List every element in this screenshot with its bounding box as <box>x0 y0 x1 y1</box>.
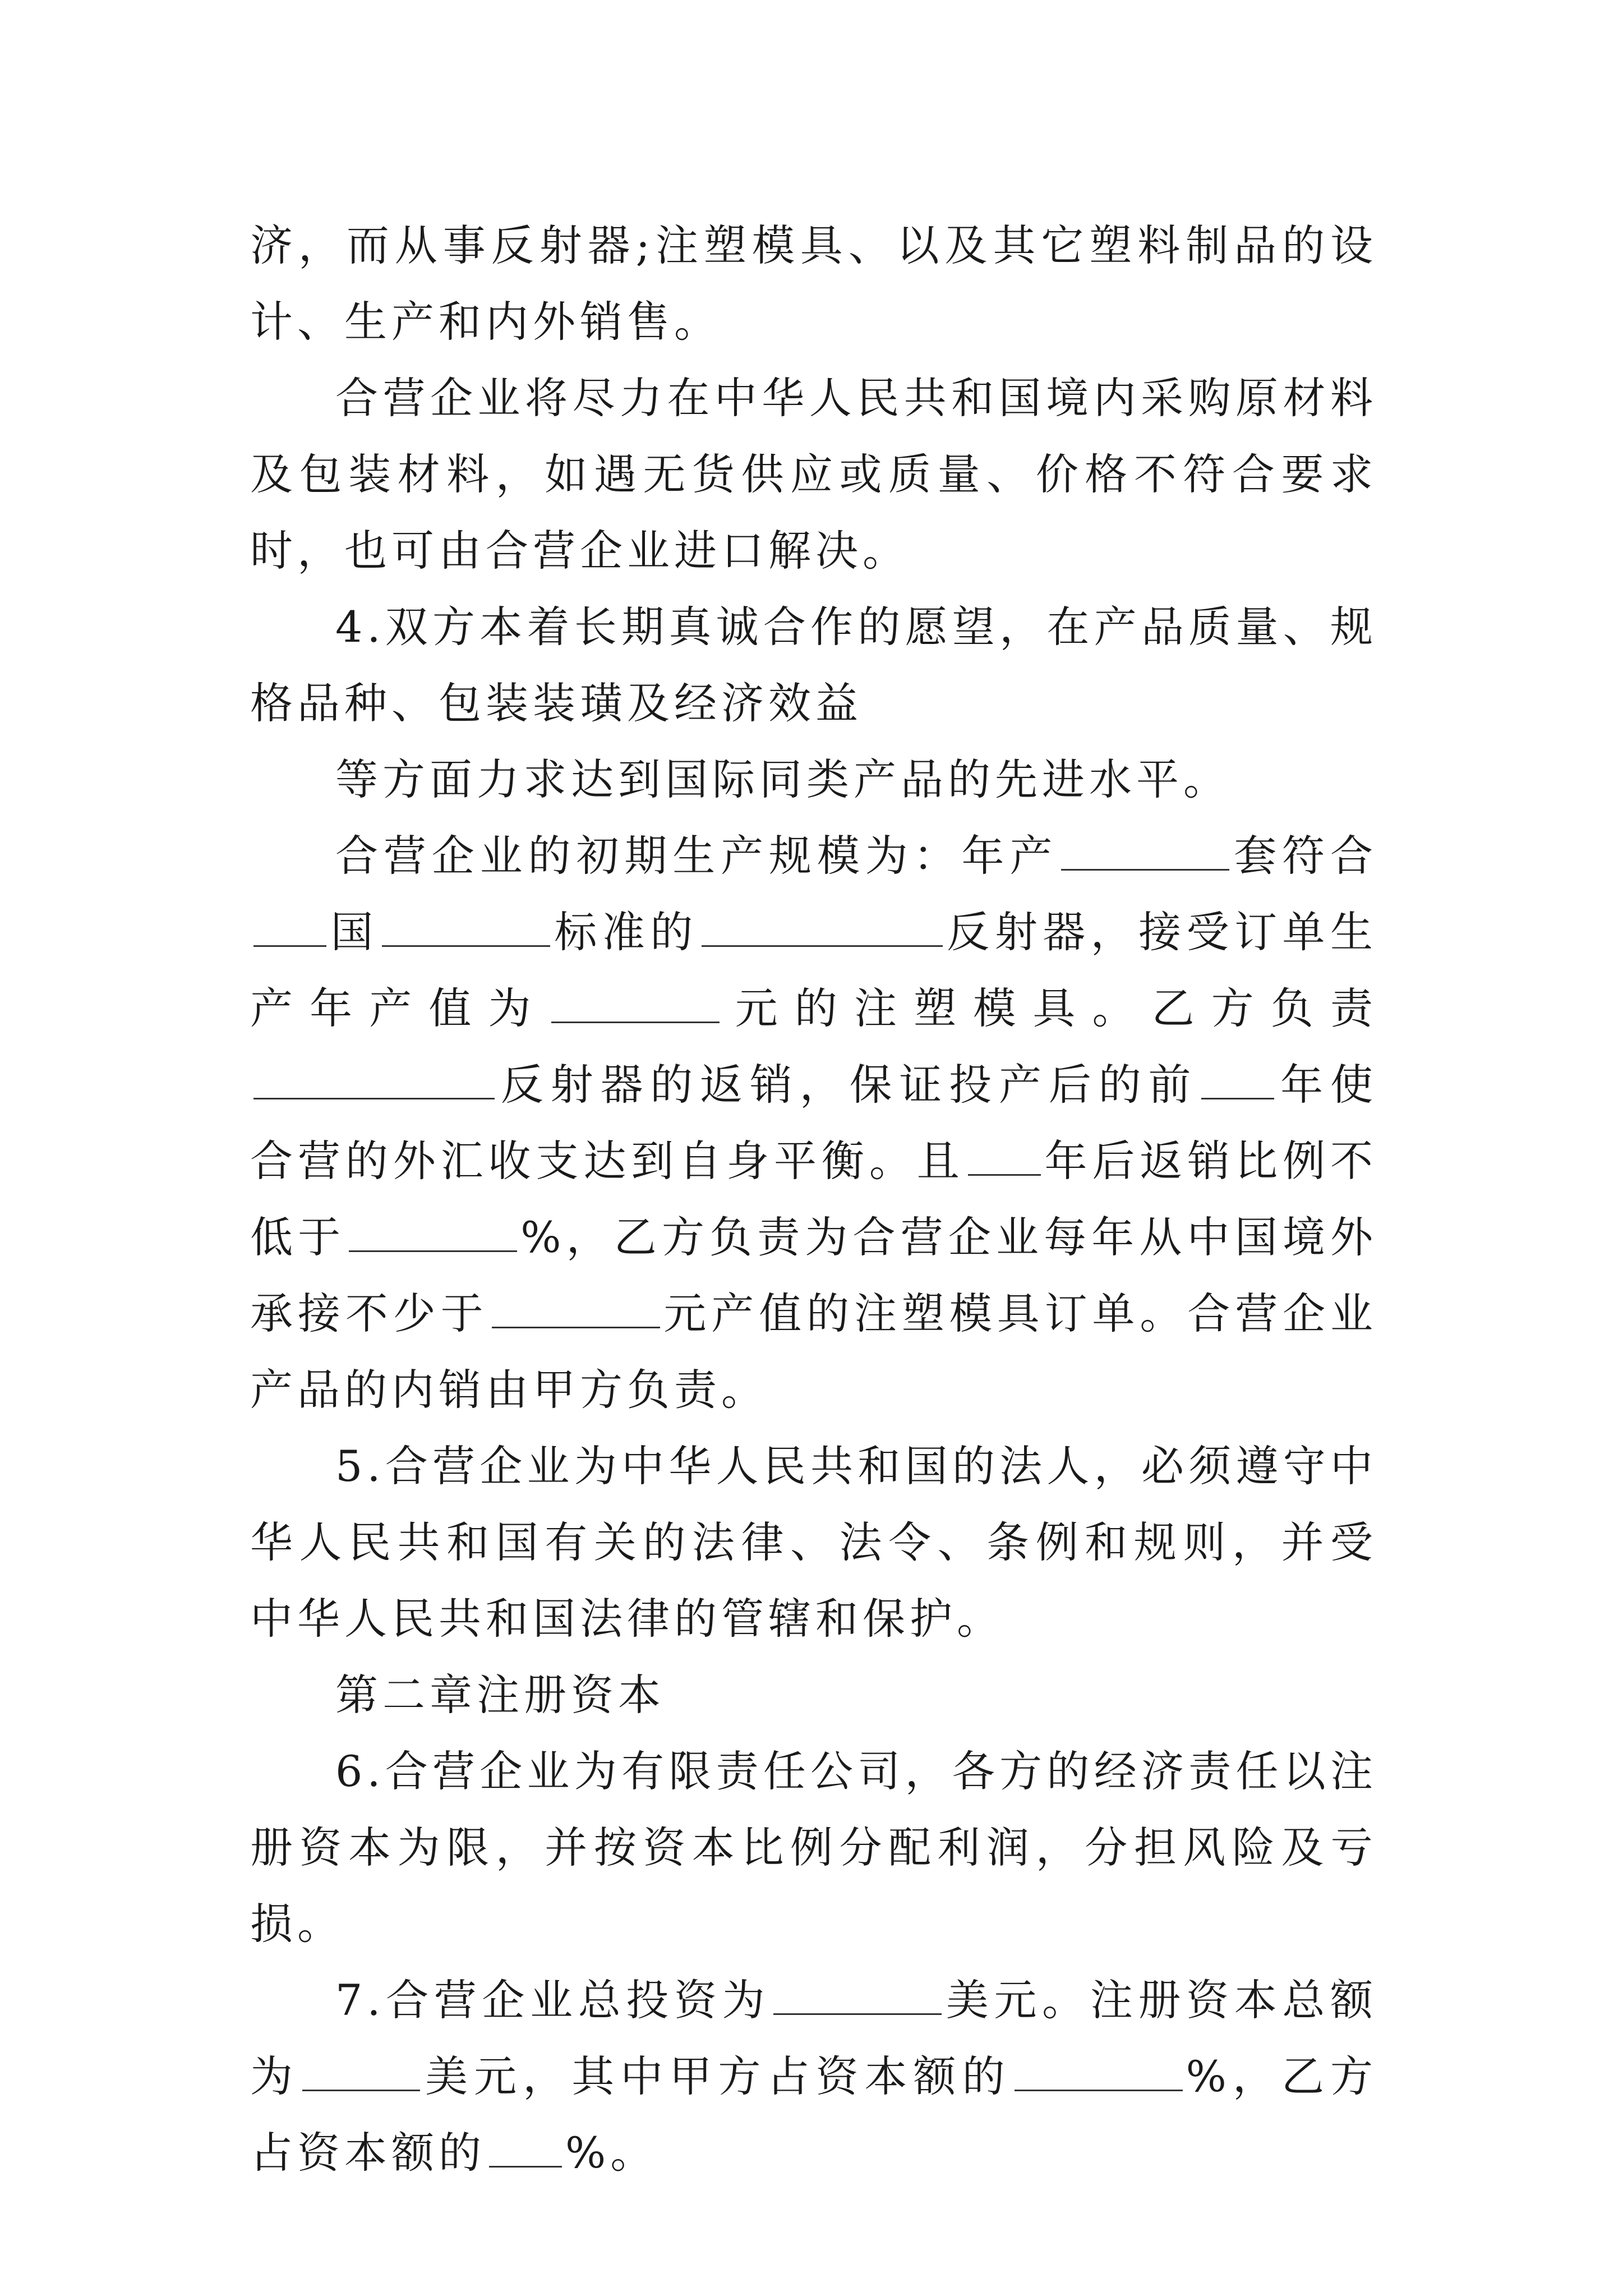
text-segment: 美元。注册资本总额为 <box>250 1975 1378 2101</box>
fill-blank <box>253 1063 495 1099</box>
fill-blank <box>489 2131 562 2168</box>
text-segment: 7.合营企业总投资为 <box>335 1975 771 2025</box>
fill-blank <box>492 1292 660 1328</box>
text-segment: 元的注塑模具。乙方负责 <box>722 983 1377 1033</box>
fill-blank <box>968 1139 1041 1176</box>
chapter-heading: 第二章注册资本 <box>335 1670 665 1720</box>
fill-blank <box>1061 834 1229 871</box>
fill-blank <box>349 1216 517 1252</box>
paragraph-scope-continued: 济，而从事反射器;注塑模具、以及其它塑料制品的设计、生产和内外销售。 <box>250 220 1377 347</box>
paragraph-clause-5: 5.合营企业为中华人民共和国的法人，必须遵守中华人民共和国有关的法律、法令、条例和规则，并受中华人民共和国法律的管辖和保护。 <box>250 1441 1377 1644</box>
text-segment: 美元，其中甲方占资本额的 <box>423 2051 1011 2101</box>
fill-blank <box>702 910 943 947</box>
text-segment: 标准的 <box>553 907 698 957</box>
text-segment: %。 <box>565 2128 658 2178</box>
text-segment: 合营企业的初期生产规模为：年产 <box>335 831 1058 881</box>
text-segment: 反射器的返销，保证投产后的前 <box>498 1060 1198 1110</box>
fill-blank <box>382 910 550 947</box>
paragraph-clause-7 <box>250 1962 1377 2191</box>
paragraph-procurement: 合营企业将尽力在中华人民共和国境内采购原材料及包装材料，如遇无货供应或质量、价格不符合要求时，也可由合营企业进口解决。 <box>250 373 1377 576</box>
text-segment: %，乙方负责为合营企业每年从中国境外承接不少于 <box>250 1212 1377 1338</box>
paragraph-clause-6: 6.合营企业为有限责任公司，各方的经济责任以注册资本为限，并按资本比例分配利润，分担风险及亏损。 <box>250 1746 1377 1949</box>
fill-blank <box>551 987 720 1023</box>
paragraph-clause-4-continued: 等方面力求达到国际同类产品的先进水平。 <box>335 754 1230 804</box>
document-page <box>250 208 1377 2191</box>
fill-blank <box>773 1978 942 2015</box>
fill-blank <box>1015 2055 1183 2091</box>
text-segment: 元产值的注塑模具订单。合营企业产品的内销由甲方负责。 <box>250 1289 1377 1415</box>
paragraph-clause-4: 4.双方本着长期真诚合作的愿望，在产品质量、规格品种、包装装璜及经济效益 <box>250 602 1377 728</box>
text-segment: 国 <box>330 907 379 957</box>
text-segment: 套符合 <box>1233 831 1378 881</box>
fill-blank <box>253 910 326 947</box>
text-segment: 年使合营的外汇收支达到自身平衡。且 <box>250 1060 1378 1186</box>
text-segment: 反射器，接受订单生产年产值为 <box>250 907 1378 1033</box>
text-segment: 年后返销比例不低于 <box>250 1136 1378 1262</box>
paragraph-production-scale <box>250 818 1377 1428</box>
text-segment: %，乙方占资本额的 <box>250 2051 1378 2178</box>
fill-blank <box>1201 1063 1274 1099</box>
fill-blank <box>302 2055 420 2091</box>
